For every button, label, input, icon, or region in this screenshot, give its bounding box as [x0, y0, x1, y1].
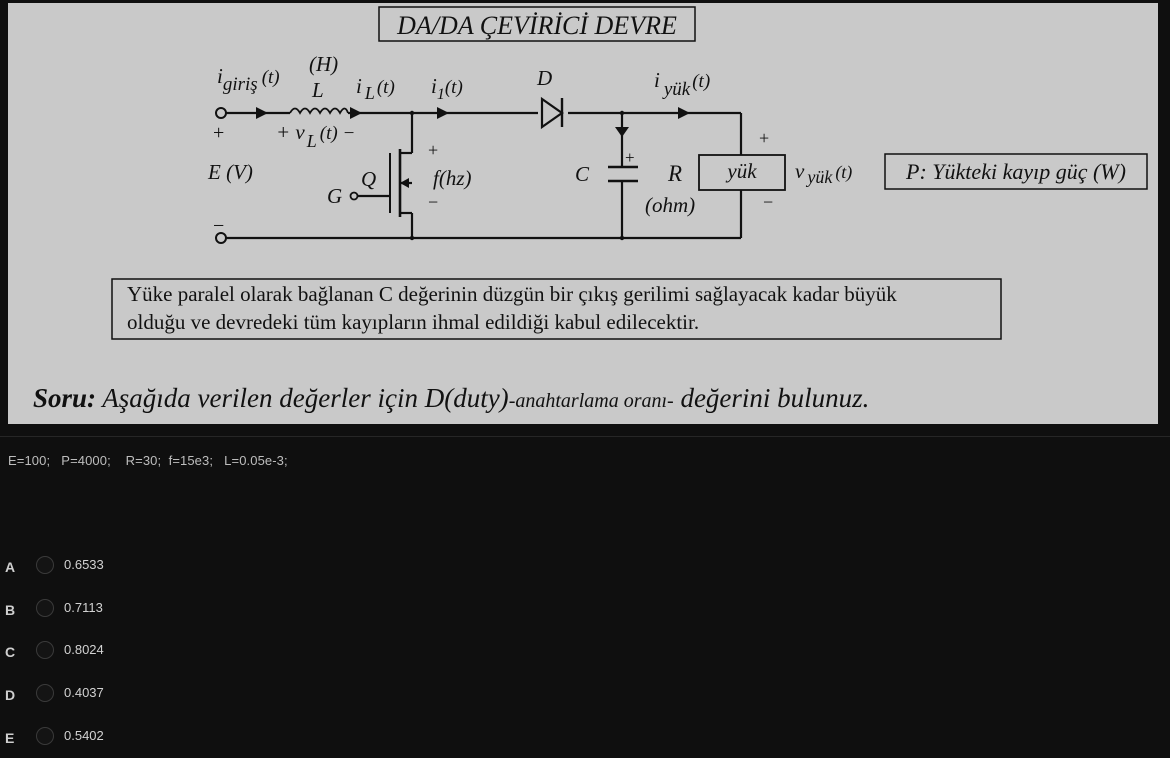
note-line-2: olduğu ve devredeki tüm kayıpların ihmal edildiği kabul edilecektir.: [127, 310, 700, 334]
option-c[interactable]: [0, 638, 400, 666]
option-value: 0.5402: [64, 728, 104, 743]
label-henry: (H): [309, 52, 339, 76]
label-plus-cap: +: [625, 148, 635, 167]
label-v-yuk: v yük (t): [795, 159, 853, 187]
question-text: Soru: Aşağıda verilen değerler için D(duty)-anahtarlama oranı- değerini bulunuz.: [33, 383, 870, 413]
label-minus-input: −: [213, 215, 225, 237]
label-minus-load: −: [763, 192, 774, 212]
label-diode: D: [537, 66, 553, 90]
option-letter: A: [5, 559, 16, 575]
label-frequency: f(hz): [433, 166, 472, 190]
label-i-yuk: i yük (t): [654, 68, 711, 100]
circuit-diagram: [8, 3, 1158, 424]
note-line-1: Yüke paralel olarak bağlanan C değerinin düzgün bir çıkış gerilimi sağlayacak kadar büyük: [127, 282, 897, 306]
option-e[interactable]: [0, 724, 400, 752]
load-box-label: yük: [727, 159, 757, 183]
option-letter: C: [5, 644, 16, 660]
question-figure: [8, 3, 1158, 424]
label-minus-switch: −: [428, 192, 439, 212]
given-values: E=100; P=4000; R=30; f=15e3; L=0.05e-3;: [8, 453, 288, 468]
section-divider: [0, 436, 1170, 437]
radio-button[interactable]: [36, 684, 54, 702]
label-vL: + v L (t) −: [276, 120, 356, 151]
option-b[interactable]: [0, 596, 400, 624]
option-value: 0.6533: [64, 557, 104, 572]
label-plus-input: +: [213, 122, 225, 144]
radio-button[interactable]: [36, 556, 54, 574]
label-i-giris: igiriş (t): [217, 64, 280, 95]
label-resistor: R: [668, 161, 683, 186]
option-value: 0.8024: [64, 642, 104, 657]
option-d[interactable]: [0, 681, 400, 709]
option-a[interactable]: [0, 553, 400, 581]
radio-button[interactable]: [36, 727, 54, 745]
option-letter: B: [5, 602, 16, 618]
label-plus-load: +: [759, 128, 770, 148]
label-iL: i L (t): [356, 74, 395, 103]
figure-title: DA/DA ÇEVİRİCİ DEVRE: [397, 11, 677, 40]
label-ohm: (ohm): [645, 193, 696, 217]
label-inductor: L: [312, 78, 324, 102]
label-source: E (V): [208, 160, 253, 184]
radio-button[interactable]: [36, 599, 54, 617]
radio-button[interactable]: [36, 641, 54, 659]
option-value: 0.4037: [64, 685, 104, 700]
label-switch: Q: [361, 167, 377, 191]
label-capacitor: C: [575, 162, 590, 186]
label-i1: $i_1(t)$: [431, 74, 463, 103]
option-value: 0.7113: [64, 600, 103, 615]
option-letter: D: [5, 687, 16, 703]
label-gate: G: [327, 184, 343, 208]
power-box-label: P: Yükteki kayıp güç (W): [906, 159, 1126, 184]
option-letter: E: [5, 730, 15, 746]
label-plus-switch: +: [428, 140, 439, 160]
